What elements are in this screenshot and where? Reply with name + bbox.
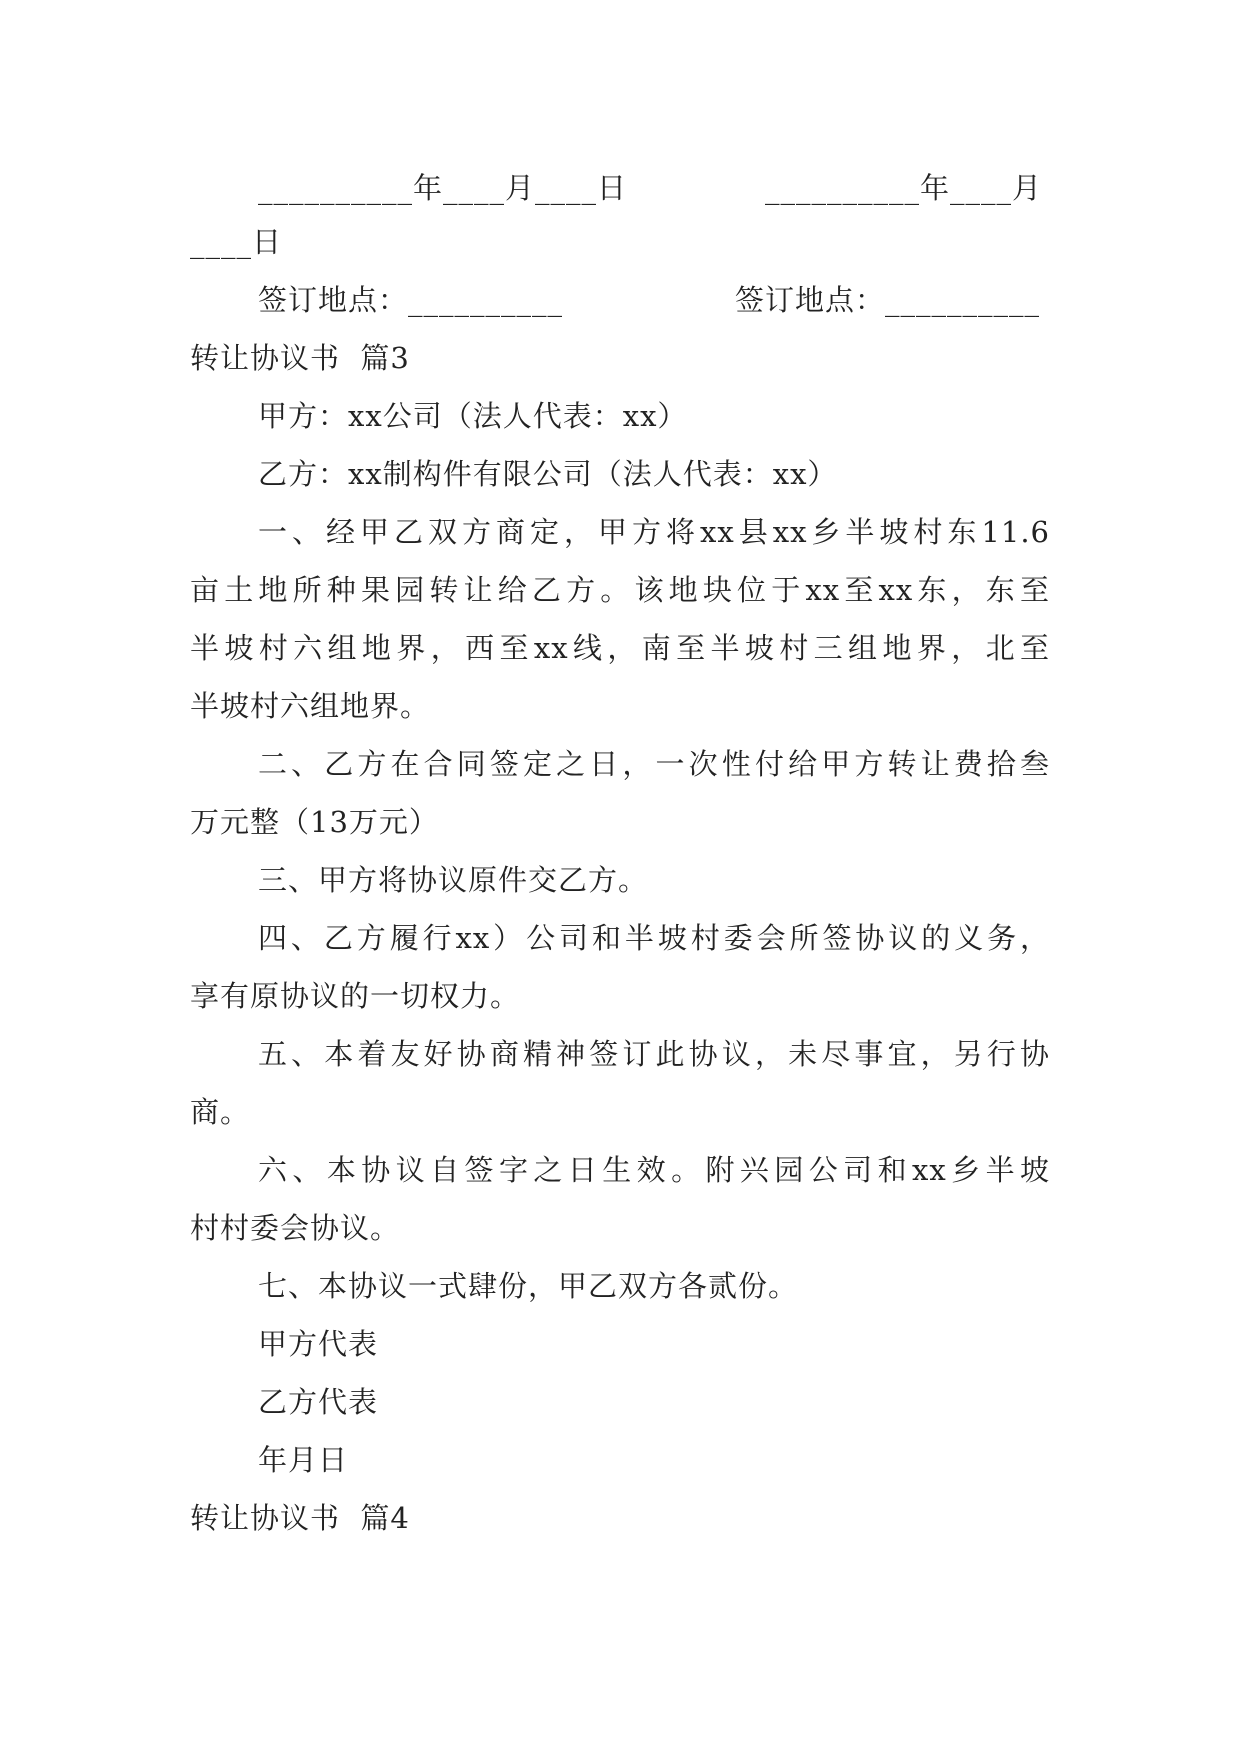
party-a-representative: 甲方代表	[258, 1327, 379, 1361]
clause-1-line-2: 亩土地所种果园转让给乙方。该地块位于xx至xx东，东至	[190, 573, 1050, 607]
clause-5-line-2: 商。	[190, 1095, 251, 1129]
clause-1-line-3: 半坡村六组地界，西至xx线，南至半坡村三组地界，北至	[190, 631, 1050, 665]
clause-3-line: 三、甲方将协议原件交乙方。	[258, 863, 649, 897]
clause-2-line-1: 二、乙方在合同签定之日，一次性付给甲方转让费拾叁	[258, 747, 1050, 781]
party-a-line: 甲方：xx公司（法人代表：xx）	[258, 399, 688, 433]
clause-1-line-1: 一、经甲乙双方商定，甲方将xx县xx乡半坡村东11.6	[258, 515, 1050, 549]
place-line-right: 签订地点：__________	[735, 283, 1041, 317]
party-b-representative: 乙方代表	[258, 1385, 379, 1419]
section-heading-4: 转让协议书 篇4	[190, 1501, 410, 1535]
clause-7-line: 七、本协议一式肆份，甲乙双方各贰份。	[258, 1269, 799, 1303]
party-b-line: 乙方：xx制构件有限公司（法人代表：xx）	[258, 457, 838, 491]
clause-1-line-4: 半坡村六组地界。	[190, 689, 431, 723]
date-line-left: __________年____月____日	[258, 171, 628, 205]
date-line-wrap: ____日	[190, 225, 283, 259]
date-line-right: __________年____月	[765, 171, 1043, 205]
clause-4-line-1: 四、乙方履行xx）公司和半坡村委会所签协议的义务，	[258, 921, 1050, 955]
clause-4-line-2: 享有原协议的一切权力。	[190, 979, 521, 1013]
clause-6-line-2: 村村委会协议。	[190, 1211, 401, 1245]
clause-5-line-1: 五、本着友好协商精神签订此协议，未尽事宜，另行协	[258, 1037, 1050, 1071]
clause-6-line-1: 六、本协议自签字之日生效。附兴园公司和xx乡半坡	[258, 1153, 1050, 1187]
signing-date: 年月日	[258, 1443, 349, 1477]
place-line-left: 签订地点：__________	[258, 283, 564, 317]
clause-2-line-2: 万元整（13万元）	[190, 805, 439, 839]
section-heading-3: 转让协议书 篇3	[190, 341, 410, 375]
